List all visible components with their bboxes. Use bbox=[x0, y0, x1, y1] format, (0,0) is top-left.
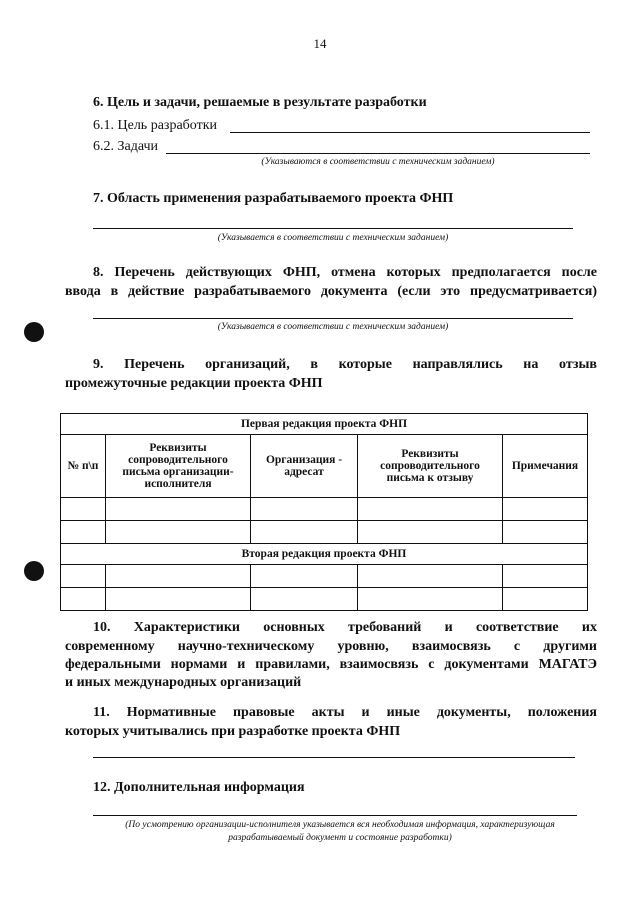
section-6-note: (Указываются в соответствии с техническим заданием) bbox=[261, 157, 495, 167]
first-edition-header: Первая редакция проекта ФНП bbox=[61, 414, 588, 435]
punch-hole-icon bbox=[24, 561, 44, 581]
table-row bbox=[61, 588, 588, 611]
table-cell[interactable] bbox=[61, 588, 106, 611]
section-8-title-line1: 8. Перечень действующих ФНП, отмена которых предполагается после bbox=[93, 265, 597, 280]
section-10-title-line3: федеральными нормами и правилами, взаимосвязь с документами МАГАТЭ bbox=[65, 657, 597, 672]
section-7-title: 7. Область применения разрабатываемого проекта ФНП bbox=[93, 191, 454, 206]
regulations-fill-line[interactable] bbox=[93, 757, 575, 758]
col-feedback-header: Реквизиты сопроводительного письма к отзыву bbox=[358, 435, 503, 498]
section-6-title: 6. Цель и задачи, решаемые в результате разработки bbox=[93, 95, 427, 110]
tasks-fill-line[interactable] bbox=[166, 153, 590, 154]
col-organization-header: Организация - адресат bbox=[251, 435, 358, 498]
col-requisites-header: Реквизиты сопроводительного письма организации-исполнителя bbox=[106, 435, 251, 498]
table-cell[interactable] bbox=[358, 588, 503, 611]
section-11-title-line2: которых учитывались при разработке проекта ФНП bbox=[65, 724, 401, 739]
col-number-header: № п\п bbox=[61, 435, 106, 498]
table-cell[interactable] bbox=[503, 588, 588, 611]
page-number: 14 bbox=[313, 36, 327, 51]
table-cell[interactable] bbox=[106, 565, 251, 588]
table-cell[interactable] bbox=[358, 498, 503, 521]
table-cell[interactable] bbox=[61, 521, 106, 544]
section-6-tasks-label: 6.2. Задачи bbox=[93, 139, 159, 154]
section-8-note: (Указывается в соответствии с техническим заданием) bbox=[217, 322, 449, 332]
acts-fill-line[interactable] bbox=[93, 318, 573, 319]
table-cell[interactable] bbox=[503, 521, 588, 544]
goal-fill-line[interactable] bbox=[230, 132, 590, 133]
table-cell[interactable] bbox=[358, 521, 503, 544]
table-cell[interactable] bbox=[106, 588, 251, 611]
table-cell[interactable] bbox=[251, 498, 358, 521]
table-cell[interactable] bbox=[106, 521, 251, 544]
additional-info-fill-line[interactable] bbox=[93, 815, 577, 816]
table-cell[interactable] bbox=[251, 521, 358, 544]
col-notes-header: Примечания bbox=[503, 435, 588, 498]
section-12-title: 12. Дополнительная информация bbox=[93, 780, 305, 795]
table-cell[interactable] bbox=[61, 498, 106, 521]
scope-fill-line[interactable] bbox=[93, 228, 573, 229]
table-cell[interactable] bbox=[503, 498, 588, 521]
table-cell[interactable] bbox=[251, 588, 358, 611]
table-row bbox=[61, 498, 588, 521]
section-11-title-line1: 11. Нормативные правовые акты и иные документы, положения bbox=[93, 705, 597, 720]
section-12-note-line2: разрабатываемый документ и состояние разработки) bbox=[228, 833, 452, 843]
table-cell[interactable] bbox=[251, 565, 358, 588]
table-cell[interactable] bbox=[358, 565, 503, 588]
section-9-title-line1: 9. Перечень организаций, в которые направлялись на отзыв bbox=[93, 357, 597, 372]
table-cell[interactable] bbox=[106, 498, 251, 521]
organizations-table bbox=[60, 413, 588, 611]
table-row bbox=[61, 565, 588, 588]
table-cell[interactable] bbox=[61, 565, 106, 588]
section-6-goal-label: 6.1. Цель разработки bbox=[93, 118, 218, 133]
section-10-title-line1: 10. Характеристики основных требований и соответствие их bbox=[93, 620, 597, 635]
section-10-title-line4: и иных международных организаций bbox=[65, 675, 302, 690]
section-7-note: (Указывается в соответствии с техническим заданием) bbox=[217, 233, 449, 243]
table-row bbox=[61, 521, 588, 544]
section-8-title-line2: ввода в действие разрабатываемого документа (если это предусматривается) bbox=[65, 284, 597, 299]
section-12-note-line1: (По усмотрению организации-исполнителя указывается вся необходимая информация, характеризующая bbox=[125, 820, 555, 830]
table-cell[interactable] bbox=[503, 565, 588, 588]
second-edition-header: Вторая редакция проекта ФНП bbox=[61, 544, 588, 565]
punch-hole-icon bbox=[24, 322, 44, 342]
section-10-title-line2: современному научно-техническому уровню, взаимосвязь с другими bbox=[65, 639, 597, 654]
section-9-title-line2: промежуточные редакции проекта ФНП bbox=[65, 376, 323, 391]
